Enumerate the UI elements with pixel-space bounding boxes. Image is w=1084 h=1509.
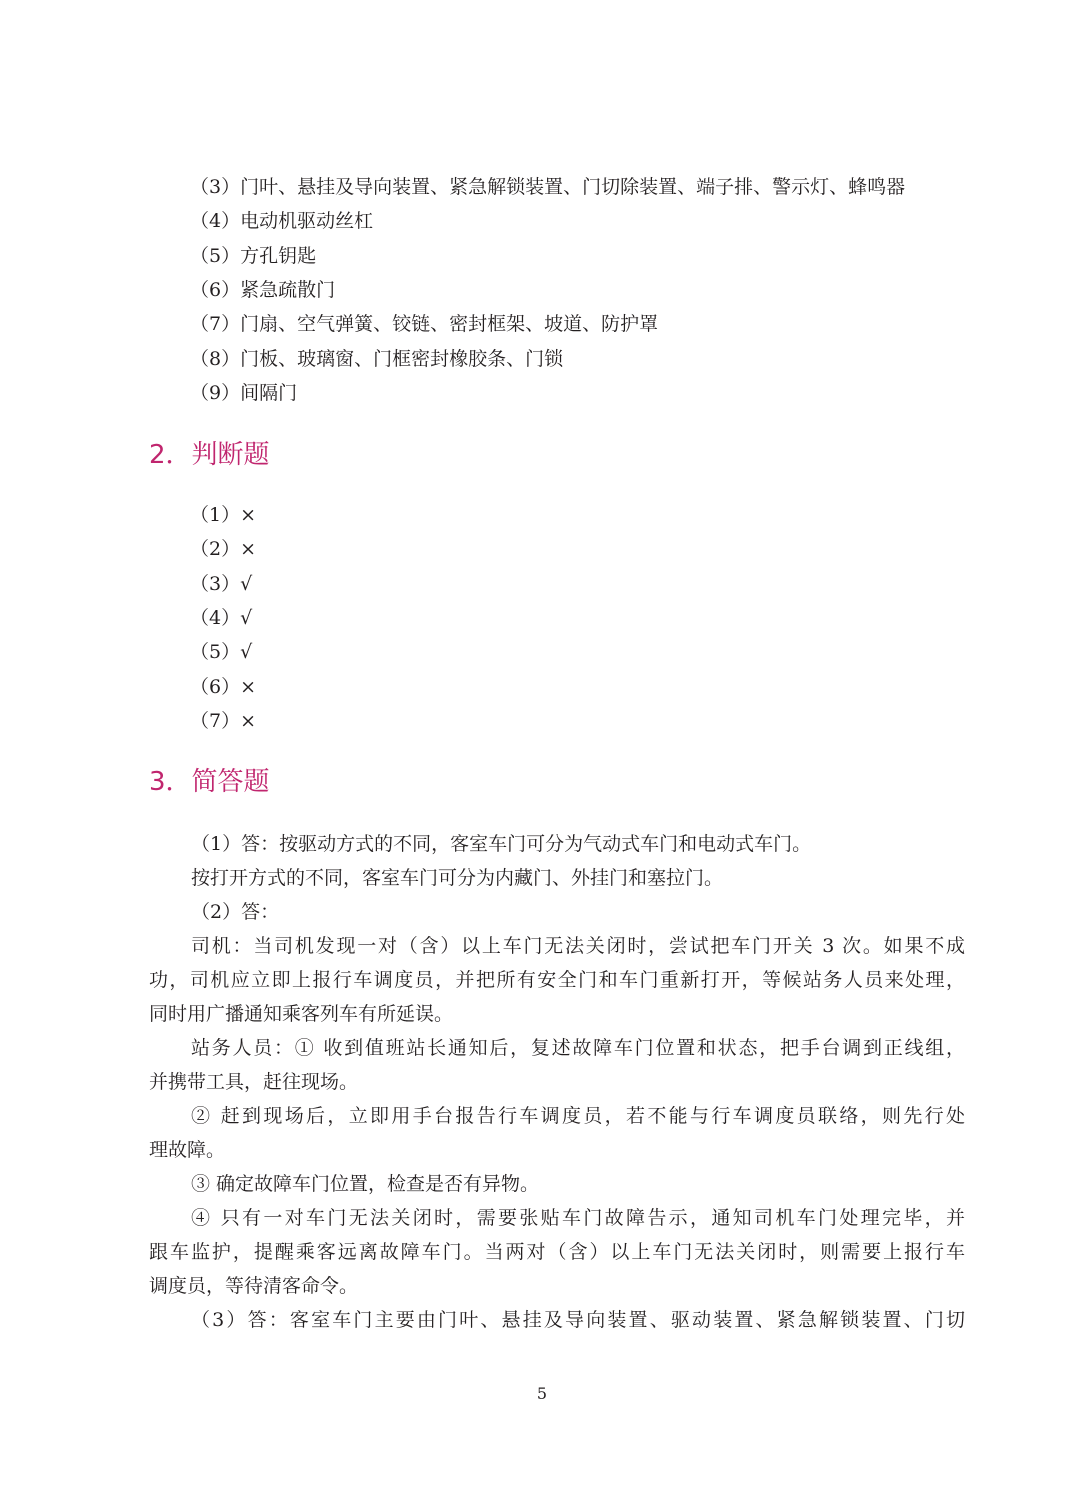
short-answer-body [149, 827, 965, 1337]
answer-line: 按打开方式的不同，客室车门可分为内藏门、外挂门和塞拉门。 [191, 867, 724, 889]
answer-line: 司机：当司机发现一对（含）以上车门无法关闭时，尝试把车门开关 3 次。如果不成 [191, 935, 965, 957]
answer-line: （2）答： [191, 901, 280, 923]
judgment-item: （2）× [190, 538, 257, 560]
answer-line: 调度员，等待清客命令。 [149, 1275, 359, 1297]
judgment-item: （6）× [190, 676, 257, 698]
section-heading-judgment: 2．判断题 [149, 440, 270, 470]
answer-line: （3）答：客室车门主要由门叶、悬挂及导向装置、驱动装置、紧急解锁装置、门切 [191, 1309, 965, 1331]
judgment-item: （5）√ [190, 641, 253, 663]
answer-item: （3）门叶、悬挂及导向装置、紧急解锁装置、门切除装置、端子排、警示灯、蜂鸣器 [190, 176, 906, 198]
answer-line: ③ 确定故障车门位置，检查是否有异物。 [191, 1173, 540, 1195]
answer-line: 跟车监护，提醒乘客远离故障车门。当两对（含）以上车门无法关闭时，则需要上报行车 [149, 1241, 965, 1263]
section-heading-short-answer: 3．简答题 [149, 767, 270, 797]
answer-item: （5）方孔钥匙 [190, 245, 317, 267]
answer-item: （9）间隔门 [190, 382, 298, 404]
answer-line: 理故障。 [149, 1139, 226, 1161]
answer-item: （7）门扇、空气弹簧、铰链、密封框架、坡道、防护罩 [190, 313, 659, 335]
answer-line: 同时用广播通知乘客列车有所延误。 [149, 1003, 454, 1025]
answer-line: ② 赶到现场后，立即用手台报告行车调度员，若不能与行车调度员联络，则先行处 [191, 1105, 965, 1127]
judgment-item: （4）√ [190, 607, 253, 629]
answer-item: （6）紧急疏散门 [190, 279, 336, 301]
answer-line: ④ 只有一对车门无法关闭时，需要张贴车门故障告示，通知司机车门处理完毕，并 [191, 1207, 965, 1229]
judgment-item: （7）× [190, 710, 257, 732]
judgment-item: （3）√ [190, 573, 253, 595]
answer-line: 并携带工具，赶往现场。 [149, 1071, 359, 1093]
judgment-item: （1）× [190, 504, 257, 526]
answer-item: （8）门板、玻璃窗、门框密封橡胶条、门锁 [190, 348, 564, 370]
answer-line: （1）答：按驱动方式的不同，客室车门可分为气动式车门和电动式车门。 [191, 833, 812, 855]
answer-line: 功，司机应立即上报行车调度员，并把所有安全门和车门重新打开，等候站务人员来处理， [149, 969, 965, 991]
answer-line: 站务人员：① 收到值班站长通知后，复述故障车门位置和状态，把手台调到正线组， [191, 1037, 965, 1059]
page-number: 5 [536, 1384, 548, 1403]
answer-item: （4）电动机驱动丝杠 [190, 210, 374, 232]
